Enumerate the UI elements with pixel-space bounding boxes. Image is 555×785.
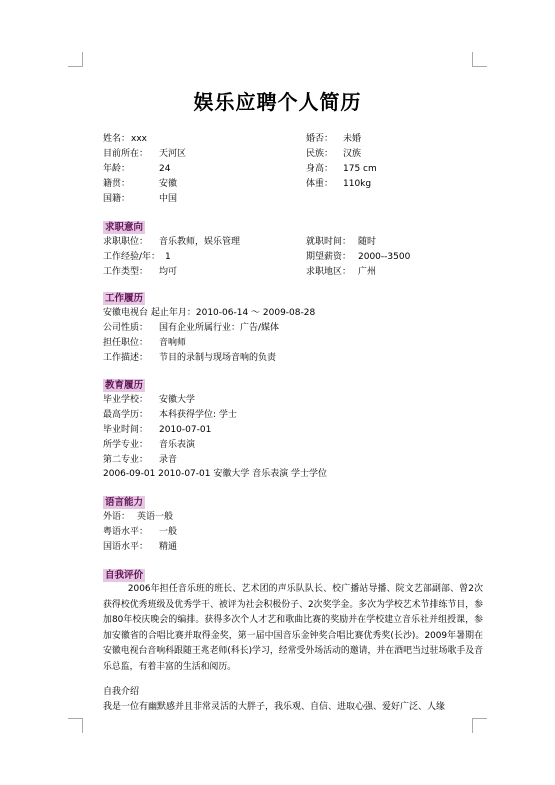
field-label: 粤语水平： — [103, 527, 149, 537]
edu-row — [103, 453, 483, 468]
basic-row — [103, 192, 483, 207]
field-value: 音乐表演 — [159, 440, 196, 450]
field-label: 体重： — [306, 179, 334, 189]
field-value: 安徽 — [159, 179, 178, 189]
edu-row — [103, 393, 483, 408]
field-label: 工作经验/年： — [103, 252, 161, 262]
field-label: 所学专业： — [103, 440, 149, 450]
work-row — [103, 351, 483, 366]
section-heading-education: 教育履历 — [105, 380, 144, 391]
basic-row — [103, 132, 483, 147]
intro-text: 我是一位有幽默感并且非常灵活的大胖子，我乐观、自信、进取心强、爱好广泛、人缘 — [103, 702, 446, 712]
field-value: 中国 — [159, 194, 178, 204]
intent-row — [103, 235, 483, 250]
field-value: 汉族 — [343, 149, 362, 159]
field-value: 2000--3500 — [358, 252, 411, 262]
intro-heading: 自我介绍 — [103, 687, 140, 697]
field-value: 国有企业所属行业：广告/媒体 — [159, 323, 280, 333]
basic-row — [103, 162, 483, 177]
basic-row — [103, 147, 483, 162]
field-value: 未婚 — [343, 134, 362, 144]
field-value: 安徽大学 — [159, 395, 196, 405]
section-heading-self-eval: 自我评价 — [105, 570, 144, 581]
field-label: 担任职位： — [103, 338, 149, 348]
field-label: 姓名： — [103, 134, 131, 144]
work-row — [103, 321, 483, 336]
field-value: 110kg — [343, 179, 372, 189]
field-value: 录音 — [159, 455, 178, 465]
field-label: 毕业时间： — [103, 425, 149, 435]
field-value: 175 cm — [343, 164, 377, 174]
intent-row — [103, 265, 483, 280]
work-company-line: 安徽电视台 起止年月：2010-06-14 ～ 2009-08-28 — [103, 308, 316, 318]
field-value: 音乐教师，娱乐管理 — [159, 237, 241, 247]
lang-row — [103, 540, 483, 555]
page-corner-mark — [472, 52, 487, 67]
edu-summary-line: 2006-09-01 2010-07-01 安徽大学 音乐表演 学士学位 — [103, 469, 328, 479]
field-label: 民族： — [306, 149, 334, 159]
section-heading-language: 语言能力 — [105, 497, 144, 508]
field-value: 广州 — [358, 267, 377, 277]
field-label: 求职地区： — [306, 267, 352, 277]
field-value: 一般 — [159, 527, 178, 537]
intent-row — [103, 250, 483, 265]
field-label: 身高： — [306, 164, 334, 174]
field-label: 期望薪资： — [306, 252, 352, 262]
field-value: 本科获得学位: 学士 — [159, 410, 237, 420]
field-label: 外语： — [103, 512, 131, 522]
field-value: 天河区 — [159, 149, 187, 159]
field-value: 音响师 — [159, 338, 187, 348]
resume-title: 娱乐应聘个人简历 — [193, 90, 362, 114]
field-label: 公司性质： — [103, 323, 149, 333]
field-label: 国语水平： — [103, 542, 149, 552]
field-label: 年龄： — [103, 164, 131, 174]
field-label: 籍贯： — [103, 179, 131, 189]
field-label: 国籍： — [103, 194, 131, 204]
field-value: 24 — [159, 164, 171, 174]
field-label: 目前所在： — [103, 149, 149, 159]
page-corner-mark — [68, 718, 83, 733]
field-value: 随时 — [358, 237, 377, 247]
edu-row — [103, 423, 483, 438]
edu-row — [103, 438, 483, 453]
section-heading-job-intent: 求职意向 — [105, 222, 144, 233]
field-label: 最高学历： — [103, 410, 149, 420]
basic-row — [103, 177, 483, 192]
field-label: 就职时间： — [306, 237, 352, 247]
section-heading-work: 工作履历 — [105, 293, 144, 304]
field-label: 婚否： — [306, 134, 334, 144]
field-label: 第二专业： — [103, 455, 149, 465]
page-corner-mark — [472, 718, 487, 733]
field-value: 2010-07-01 — [159, 425, 212, 435]
field-label: 工作描述： — [103, 353, 149, 363]
field-value: 精通 — [159, 542, 178, 552]
field-value: xxx — [131, 134, 147, 144]
self-eval-paragraph: 2006年担任音乐班的班长、艺术团的声乐队队长、校广播站导播、院文艺部副部、曾2次获得校优秀班级及优秀学干、被评为社会积极份子、2次奖学金。多次为学校艺术节排练节目，参加80年校庆晚会的编排。获得多次个人才艺和歌曲比赛的奖励并在学校建立音乐社并组授课，参加安徽省的合唱比赛并取得金奖，第一届中国音乐金钟奖合唱比赛优秀奖(长沙)。2009年暑期在安徽电视台音响科跟随王兆老师(科长)学习，经常受外场活动的邀请，并在酒吧当过驻场歌手及音乐总监，有着丰富的生活和阅历。 — [103, 584, 483, 672]
lang-row — [103, 525, 483, 540]
field-label: 工作类型： — [103, 267, 149, 277]
field-label: 毕业学校： — [103, 395, 149, 405]
work-row — [103, 336, 483, 351]
field-value: 节目的录制与现场音响的负责 — [159, 353, 277, 363]
page-corner-mark — [68, 52, 83, 67]
edu-row — [103, 408, 483, 423]
field-value: 均可 — [159, 267, 178, 277]
field-value: 英语一般 — [137, 512, 174, 522]
field-label: 求职职位： — [103, 237, 149, 247]
field-value: 1 — [165, 252, 171, 262]
lang-row — [103, 510, 483, 525]
